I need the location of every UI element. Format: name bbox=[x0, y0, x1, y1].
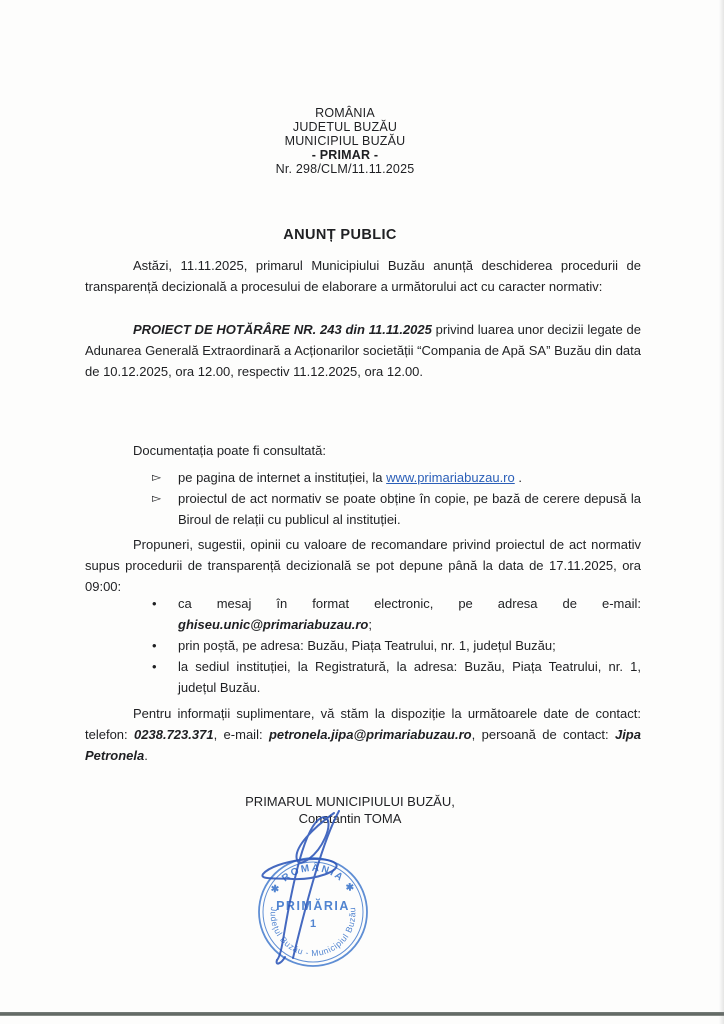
stamp-number: 1 bbox=[309, 918, 317, 930]
letterhead-city: MUNICIPIUL BUZĂU bbox=[284, 134, 406, 148]
stamp-center-text: PRIMĂRIA bbox=[276, 899, 350, 913]
documentation-item-website bbox=[178, 467, 641, 488]
documentation-heading: Documentația poate fi consultată: bbox=[133, 443, 326, 458]
scan-edge-bottom bbox=[0, 1012, 724, 1016]
letterhead-office: - PRIMAR - bbox=[311, 148, 379, 162]
letterhead-county: JUDETUL BUZĂU bbox=[292, 120, 398, 134]
contact-phone: 0238.723.371 bbox=[134, 727, 214, 742]
intro-paragraph: Astăzi, 11.11.2025, primarul Municipiului Buzău anunță deschiderea procedurii de transparență decizională a procesului de elaborare a următorului act cu caracter normativ: bbox=[85, 258, 641, 294]
project-paragraph bbox=[85, 319, 641, 382]
letterhead-registration-number: Nr. 298/CLM/11.11.2025 bbox=[275, 162, 415, 176]
project-paragraph-rest: privind luarea unor decizii legate de Adunarea Generală Extraordinară a Acționarilor societății “Compania de Apă SA” Buzău din data de 10.12.2025, ora 12.00, respectiv 11.12.2025, ora 12.00. bbox=[85, 322, 641, 379]
submission-item-post: prin poștă, pe adresa: Buzău, Piața Teatrului, nr. 1, județul Buzău; bbox=[178, 638, 556, 653]
dot-bullet-icon: • bbox=[152, 596, 157, 611]
stamp-top-text: ✱ ROMÂNIA ✱ bbox=[269, 862, 357, 896]
contact-text: Pentru informații suplimentare, vă stăm la dispoziție la următoarele date de contact: telefon: bbox=[85, 706, 641, 742]
arrow-bullet-icon: ▻ bbox=[152, 470, 162, 484]
website-link[interactable]: www.primariabuzau.ro bbox=[386, 470, 515, 485]
list-item bbox=[152, 488, 641, 530]
submission-channels-list bbox=[152, 593, 641, 698]
list-item bbox=[152, 593, 641, 635]
documentation-item-website-tail: . bbox=[514, 470, 522, 485]
contact-text: . bbox=[144, 748, 148, 763]
list-item bbox=[152, 656, 641, 698]
dot-bullet-icon: • bbox=[152, 638, 157, 653]
submission-email-address: ghiseu.unic@primariabuzau.ro bbox=[178, 617, 369, 632]
scan-edge-right bbox=[719, 0, 724, 1024]
submission-item-email bbox=[178, 593, 641, 635]
document-title: ANUNȚ PUBLIC bbox=[283, 227, 397, 243]
proposals-paragraph: Propuneri, sugestii, opinii cu valoare de recomandare privind proiectul de act normativ supus procedurii de transparență decizională se pot depune până la data de 17.11.2025, ora 09:00: bbox=[85, 537, 641, 594]
submission-item-registry: la sediul instituției, la Registratură, la adresa: Buzău, Piața Teatrului, nr. 1, județul Buzău. bbox=[178, 659, 641, 695]
letterhead bbox=[0, 106, 690, 176]
contact-person: Jipa Petronela bbox=[85, 727, 641, 763]
official-stamp-icon bbox=[233, 810, 467, 980]
documentation-list bbox=[152, 467, 641, 530]
contact-text: , e-mail: bbox=[213, 727, 269, 742]
documentation-item-copy-request: proiectul de act normativ se poate obține în copie, pe bază de cerere depusă la Biroul de relații cu publicul al instituției. bbox=[178, 491, 641, 527]
dot-bullet-icon: • bbox=[152, 659, 157, 674]
stamp-ring-text: Județul Buzău - Municipiul Buzău bbox=[268, 906, 358, 959]
documentation-item-website-text: pe pagina de internet a instituției, la bbox=[178, 470, 387, 485]
list-item bbox=[152, 467, 641, 488]
contact-text: , persoană de contact: bbox=[471, 727, 615, 742]
project-title-emphasis: PROIECT DE HOTĂRÂRE NR. 243 din 11.11.2025 bbox=[133, 322, 432, 337]
signatory-name: Constantin TOMA bbox=[298, 811, 402, 826]
contact-email: petronela.jipa@primariabuzau.ro bbox=[268, 727, 472, 742]
letterhead-country: ROMÂNIA bbox=[315, 106, 375, 120]
signatory-office: PRIMARUL MUNICIPIULUI BUZĂU, bbox=[245, 794, 455, 809]
arrow-bullet-icon: ▻ bbox=[152, 491, 162, 505]
submission-item-email-tail: ; bbox=[368, 617, 372, 632]
stamp-and-signature bbox=[233, 810, 467, 980]
contact-paragraph bbox=[85, 703, 641, 766]
list-item bbox=[152, 635, 641, 656]
submission-item-email-text: ca mesaj în format electronic, pe adresa de e-mail: bbox=[178, 596, 641, 611]
